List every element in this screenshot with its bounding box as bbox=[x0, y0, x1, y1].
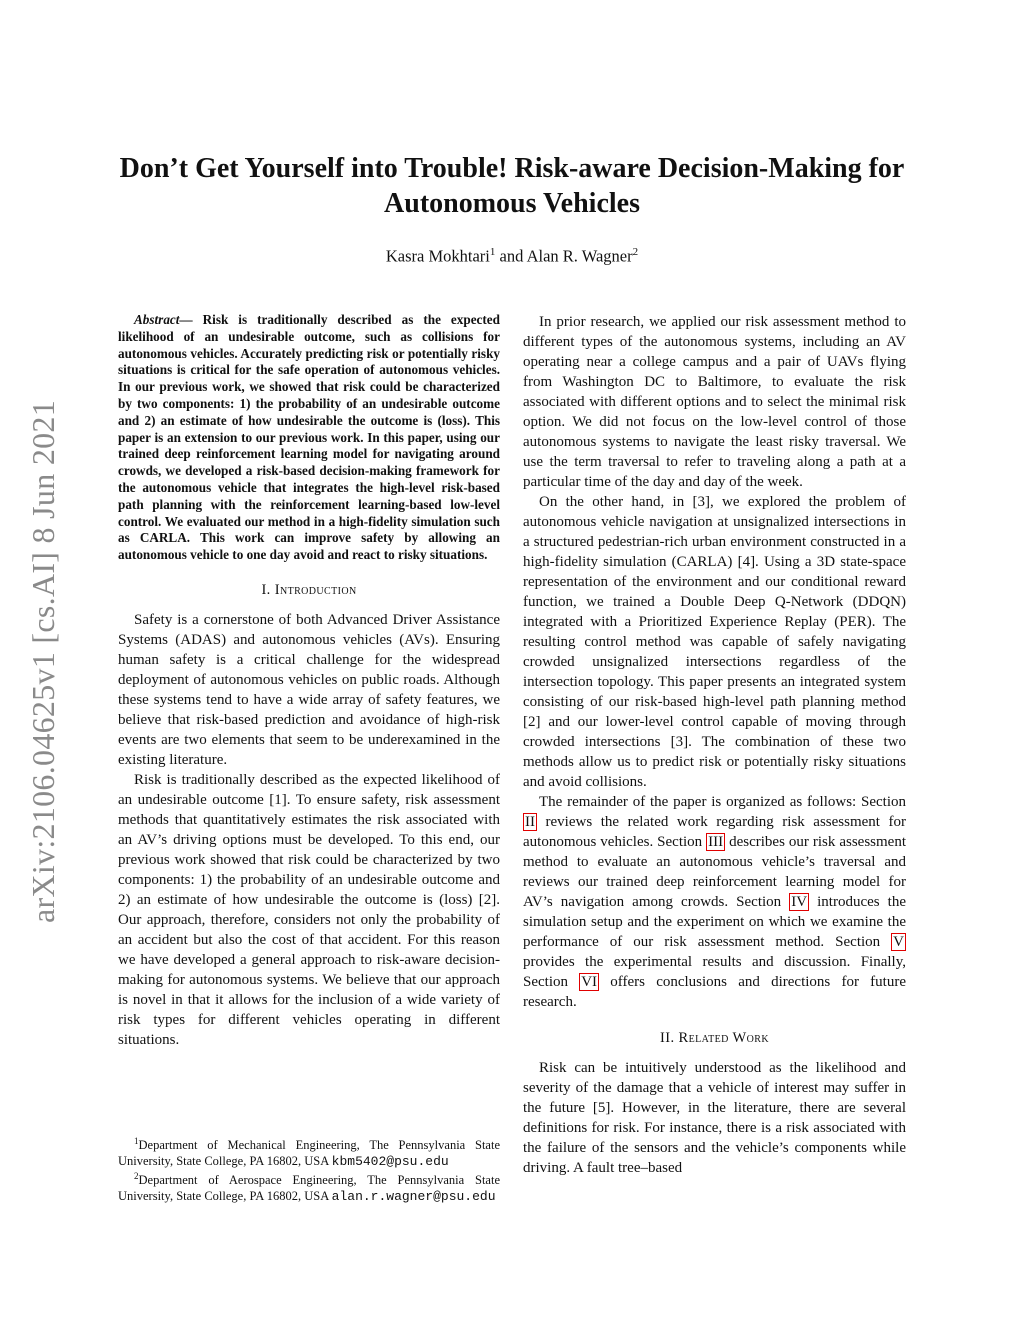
section-link-ii[interactable]: II bbox=[525, 814, 535, 830]
footnote-1-text: Department of Mechanical Engineering, The Pennsylvania State University, State College, PA 16802, USA bbox=[118, 1138, 500, 1168]
intro-paragraph-1: Safety is a cornerstone of both Advanced Driver Assistance Systems (ADAS) and autonomous vehicles (AVs). Ensuring human safety is a critical challenge for the widespread deployment of autonomous vehicles on public roads. Although these systems tend to have a wide array of safety features, we believe that risk-based prediction and avoidance of high-risk events are two elements that seem to be underexamined in the existing literature. bbox=[118, 611, 500, 768]
author-1-name: Kasra Mokhtari bbox=[385, 246, 490, 266]
footnote-1-email: kbm5402@psu.edu bbox=[331, 1153, 449, 1169]
author-2-name: Alan R. Wagner bbox=[526, 246, 633, 266]
section-heading-related-work: II. Related Work bbox=[660, 1030, 769, 1046]
footnote-2-text: Department of Aerospace Engineering, The Pennsylvania State University, State College, PA 16802, USA bbox=[118, 1173, 500, 1203]
title-line-2: Autonomous Vehicles bbox=[384, 188, 640, 219]
intro-paragraph-2: Risk is traditionally described as the expected likelihood of an undesirable outcome [1]. To ensure safety, risk assessment methods that quantitatively estimates the risk associated with an AV’s driving options must be developed. To this end, our previous work showed that risk could be characterized by two components: 1) the probability of an undesirable outcome and 2) an estimate of how undesirable the outcome is (loss) [2]. Our approach, therefore, considers not only the probability of an accident but also the cost of that accident. For this reason we have developed a general approach to risk-aware decision-making for autonomous systems. We believe that our approach is novel in that it allows for the inclusion of a wide variety of risk types for different vehicles operating in different situations. bbox=[118, 771, 500, 1048]
author-conjunction: and bbox=[495, 246, 527, 266]
arxiv-identifier: arXiv:2106.04625v1 [cs.AI] 8 Jun 2021 bbox=[25, 399, 62, 923]
arxiv-stamp bbox=[16, 380, 72, 942]
footnote-2 bbox=[118, 1169, 500, 1204]
intro-paragraph-4: On the other hand, in [3], we explored the problem of autonomous vehicle navigation at unsignalized intersections in a structured pedestrian-rich urban environment constructed in a high-fidelity simulation (CARLA) [4]. Using a 3D state-space representation of the environment and our conditional reward function, we trained a Double Deep Q-Network (DDQN) integrated with a Prioritized Experience Replay (PER). The resulting control method was capable of safely navigating crowded unsignalized intersections regardless of the intersection topology. This paper presents an integrated system consisting of our risk-based high-level path planning method [2] and our lower-level control capable of moving through crowded intersections [3]. The combination of these two methods allow us to predict risk or potentially risky situations and avoid collisions. bbox=[523, 494, 906, 790]
p5-text-f: offers conclusions and directions for future research. bbox=[523, 974, 906, 1010]
footnote-2-email: alan.r.wagner@psu.edu bbox=[331, 1188, 496, 1204]
p5-text-e: provides the experimental results and discussion. Finally, Section bbox=[523, 954, 906, 990]
title-line-1: Don’t Get Yourself into Trouble! Risk-aware Decision-Making for bbox=[119, 153, 905, 184]
p5-text-b: reviews the related work regarding risk assessment for autonomous vehicles. Section bbox=[523, 814, 906, 850]
author-2-affiliation-mark: 2 bbox=[632, 246, 639, 258]
section-heading-introduction: I. Introduction bbox=[261, 581, 357, 598]
p5-text-c: describes our risk assessment method to evaluate an autonomous vehicle’s traversal and reviews our trained deep reinforcement learning model for AV’s navigation among crowds. Section bbox=[523, 834, 906, 910]
footnote-2-mark: 2 bbox=[134, 1171, 139, 1182]
right-column bbox=[523, 312, 906, 1178]
p5-text-d: introduces the simulation setup and the experiment on which we examine the performance of our risk assessment method. Section bbox=[523, 894, 907, 950]
related-paragraph-1: Risk can be intuitively understood as the likelihood and severity of the damage that a vehicle of interest may suffer in the future [5]. However, in the literature, there are several definitions for risk. For instance, there is a risk associated with the failure of the sensors and the vehicle’s components while driving. A fault tree–based bbox=[523, 1060, 906, 1176]
intro-paragraph-5 bbox=[523, 792, 906, 1012]
footnote-1-mark: 1 bbox=[134, 1136, 139, 1146]
paper-title bbox=[100, 151, 924, 221]
section-link-v[interactable]: V bbox=[893, 934, 904, 950]
footnotes bbox=[118, 1134, 500, 1204]
abstract bbox=[118, 312, 500, 564]
section-link-vi[interactable]: VI bbox=[581, 974, 598, 990]
authors bbox=[100, 246, 924, 267]
intro-paragraph-3: In prior research, we applied our risk assessment method to different types of the autonomous systems, including an AV operating near a college campus and a pair of UAVs flying from Washington DC to Baltimore, to evaluate the risk associated with different options and to select the minimal risk option. We did not focus on the low-level control of those autonomous systems to navigate the least risky traversal. We use the term traversal to refer to traveling along a path at a particular time of the day and day of the week. bbox=[523, 314, 906, 490]
abstract-label: Abstract bbox=[134, 312, 180, 327]
section-link-iii[interactable]: III bbox=[708, 834, 724, 850]
abstract-text: Risk is traditionally described as the expected likelihood of an undesirable outcome, such as collisions for autonomous vehicles. Accurately predicting risk or potentially risky situations is critical for the safe operation of autonomous vehicles. In our previous work, we showed that risk could be characterized by two components: 1) the probability of an undesirable outcome and 2) an estimate of how undesirable the outcome is (loss). This paper is an extension to our previous work. In this paper, using our trained deep reinforcement learning model for navigating around crowds, we developed a risk-based decision-making framework for the autonomous vehicle that integrates the high-level risk-based path planning with the reinforcement learning-based low-level control. We evaluated our method in a high-fidelity simulation such as CARLA. This work can improve safety by allowing an autonomous vehicle to one day avoid and react to risky situations. bbox=[118, 312, 500, 563]
author-1-affiliation-mark: 1 bbox=[489, 246, 496, 258]
abstract-dash: — bbox=[179, 312, 203, 327]
section-link-iv[interactable]: IV bbox=[791, 894, 808, 910]
footnote-1 bbox=[118, 1134, 500, 1169]
left-column bbox=[118, 312, 500, 1050]
p5-text-a: The remainder of the paper is organized as follows: Section bbox=[539, 794, 906, 810]
